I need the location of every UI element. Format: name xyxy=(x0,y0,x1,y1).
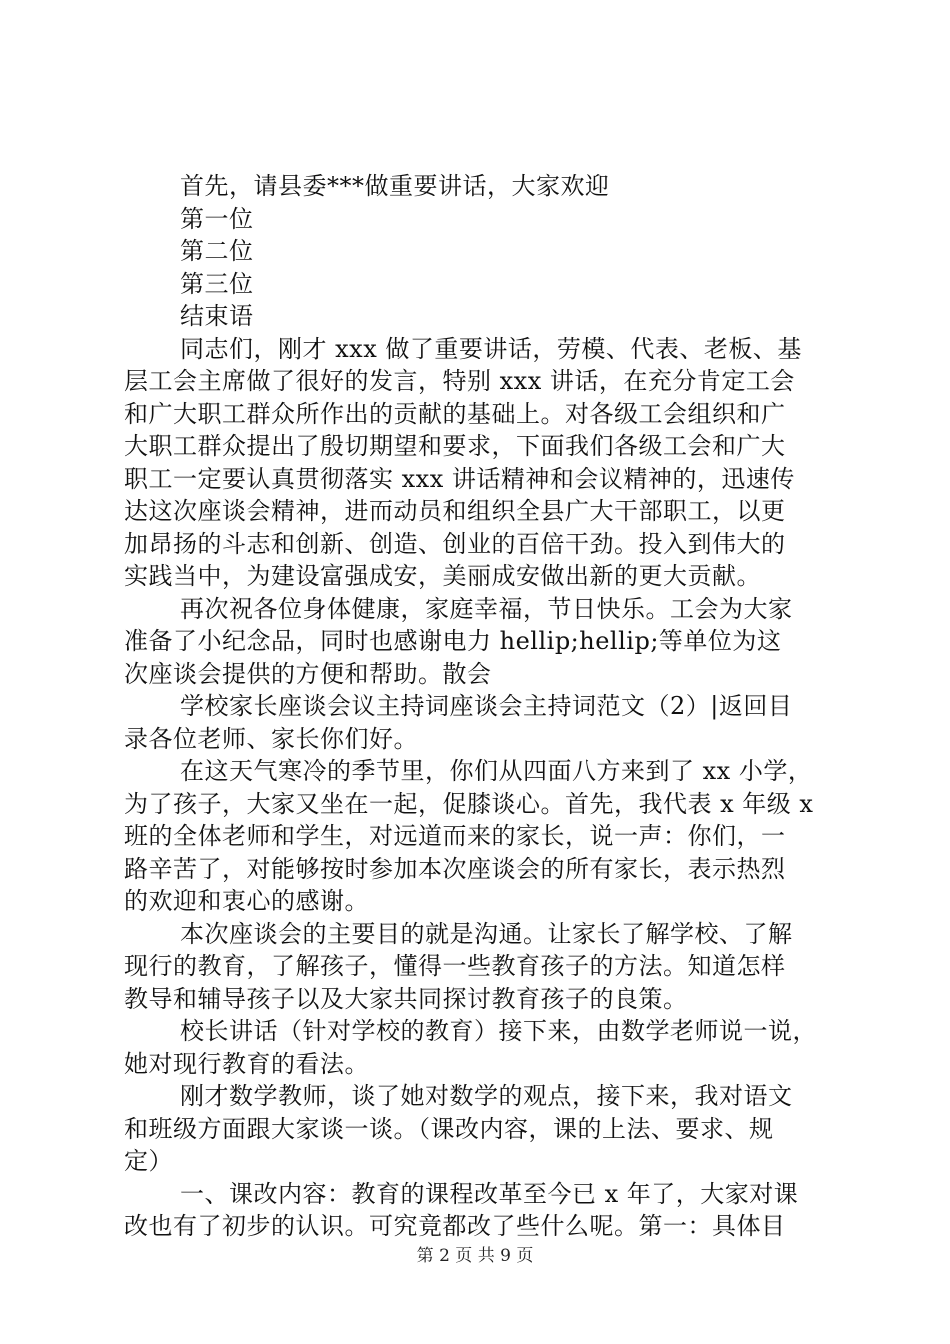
text-line: 为了孩子，大家又坐在一起，促膝谈心。首先，我代表 x 年级 x xyxy=(124,789,814,818)
text-line: 在这天气寒冷的季节里，你们从四面八方来到了 xx 小学， xyxy=(180,757,813,785)
text-line: 同志们，刚才 xxx 做了重要讲话，劳模、代表、老板、基 xyxy=(180,334,802,363)
text-line: 第二位 xyxy=(180,237,254,265)
text-line: 班的全体老师和学生，对远道而来的家长，说一声：你们，一 xyxy=(124,822,786,850)
text-line: 现行的教育，了解孩子，懂得一些教育孩子的方法。知道怎样 xyxy=(124,952,786,980)
text-line: 一、课改内容：教育的课程改革至今已 x 年了，大家对课 xyxy=(180,1179,799,1208)
text-line: 教导和辅导孩子以及大家共同探讨教育孩子的良策。 xyxy=(124,984,688,1013)
text-line: 结束语 xyxy=(180,302,254,330)
text-line: 职工一定要认真贯彻落实 xxx 讲话精神和会议精神的，迅速传 xyxy=(124,464,795,493)
text-line: 实践当中，为建设富强成安，美丽成安做出新的更大贡献。 xyxy=(124,562,761,590)
text-line: 首先，请县委***做重要讲话，大家欢迎 xyxy=(180,172,610,200)
text-line: 的欢迎和衷心的感谢。 xyxy=(124,887,369,915)
text-line: 加昂扬的斗志和创新、创造、创业的百倍干劲。投入到伟大的 xyxy=(124,529,786,558)
text-line: 刚才数学教师，谈了她对数学的观点，接下来，我对语文 xyxy=(180,1082,793,1110)
text-line: 次座谈会提供的方便和帮助。散会 xyxy=(124,659,492,688)
text-line: 第一位 xyxy=(180,204,254,233)
text-line: 录各位老师、家长你们好。 xyxy=(124,724,418,753)
text-line: 本次座谈会的主要目的就是沟通。让家长了解学校、了解 xyxy=(180,919,793,948)
page-number-footer: 第 2 页 共 9 页 xyxy=(416,1246,534,1266)
text-line: 再次祝各位身体健康，家庭幸福，节日快乐。工会为大家 xyxy=(180,594,793,623)
document-body xyxy=(124,170,844,1243)
text-line: 达这次座谈会精神，进而动员和组织全县广大干部职工，以更 xyxy=(124,497,786,525)
text-line: 学校家长座谈会议主持词座谈会主持词范文（2）|返回目 xyxy=(180,692,793,720)
text-line: 大职工群众提出了殷切期望和要求，下面我们各级工会和广大 xyxy=(124,432,786,460)
text-line: 她对现行教育的看法。 xyxy=(124,1049,369,1078)
text-line: 第三位 xyxy=(180,269,254,298)
text-line: 路辛苦了，对能够按时参加本次座谈会的所有家长，表示热烈 xyxy=(124,854,786,883)
text-line: 准备了小纪念品，同时也感谢电力 hellip;hellip;等单位为这 xyxy=(124,627,782,655)
text-line: 改也有了初步的认识。可究竟都改了些什么呢。第一：具体目 xyxy=(124,1212,786,1240)
text-line: 定） xyxy=(124,1147,173,1175)
text-line: 和广大职工群众所作出的贡献的基础上。对各级工会组织和广 xyxy=(124,399,786,428)
text-line: 层工会主席做了很好的发言，特别 xxx 讲话，在充分肯定工会 xyxy=(124,367,795,395)
text-line: 和班级方面跟大家谈一谈。（课改内容，课的上法、要求、规 xyxy=(124,1114,774,1143)
text-line: 校长讲话（针对学校的教育）接下来，由数学老师说一说， xyxy=(180,1017,817,1045)
